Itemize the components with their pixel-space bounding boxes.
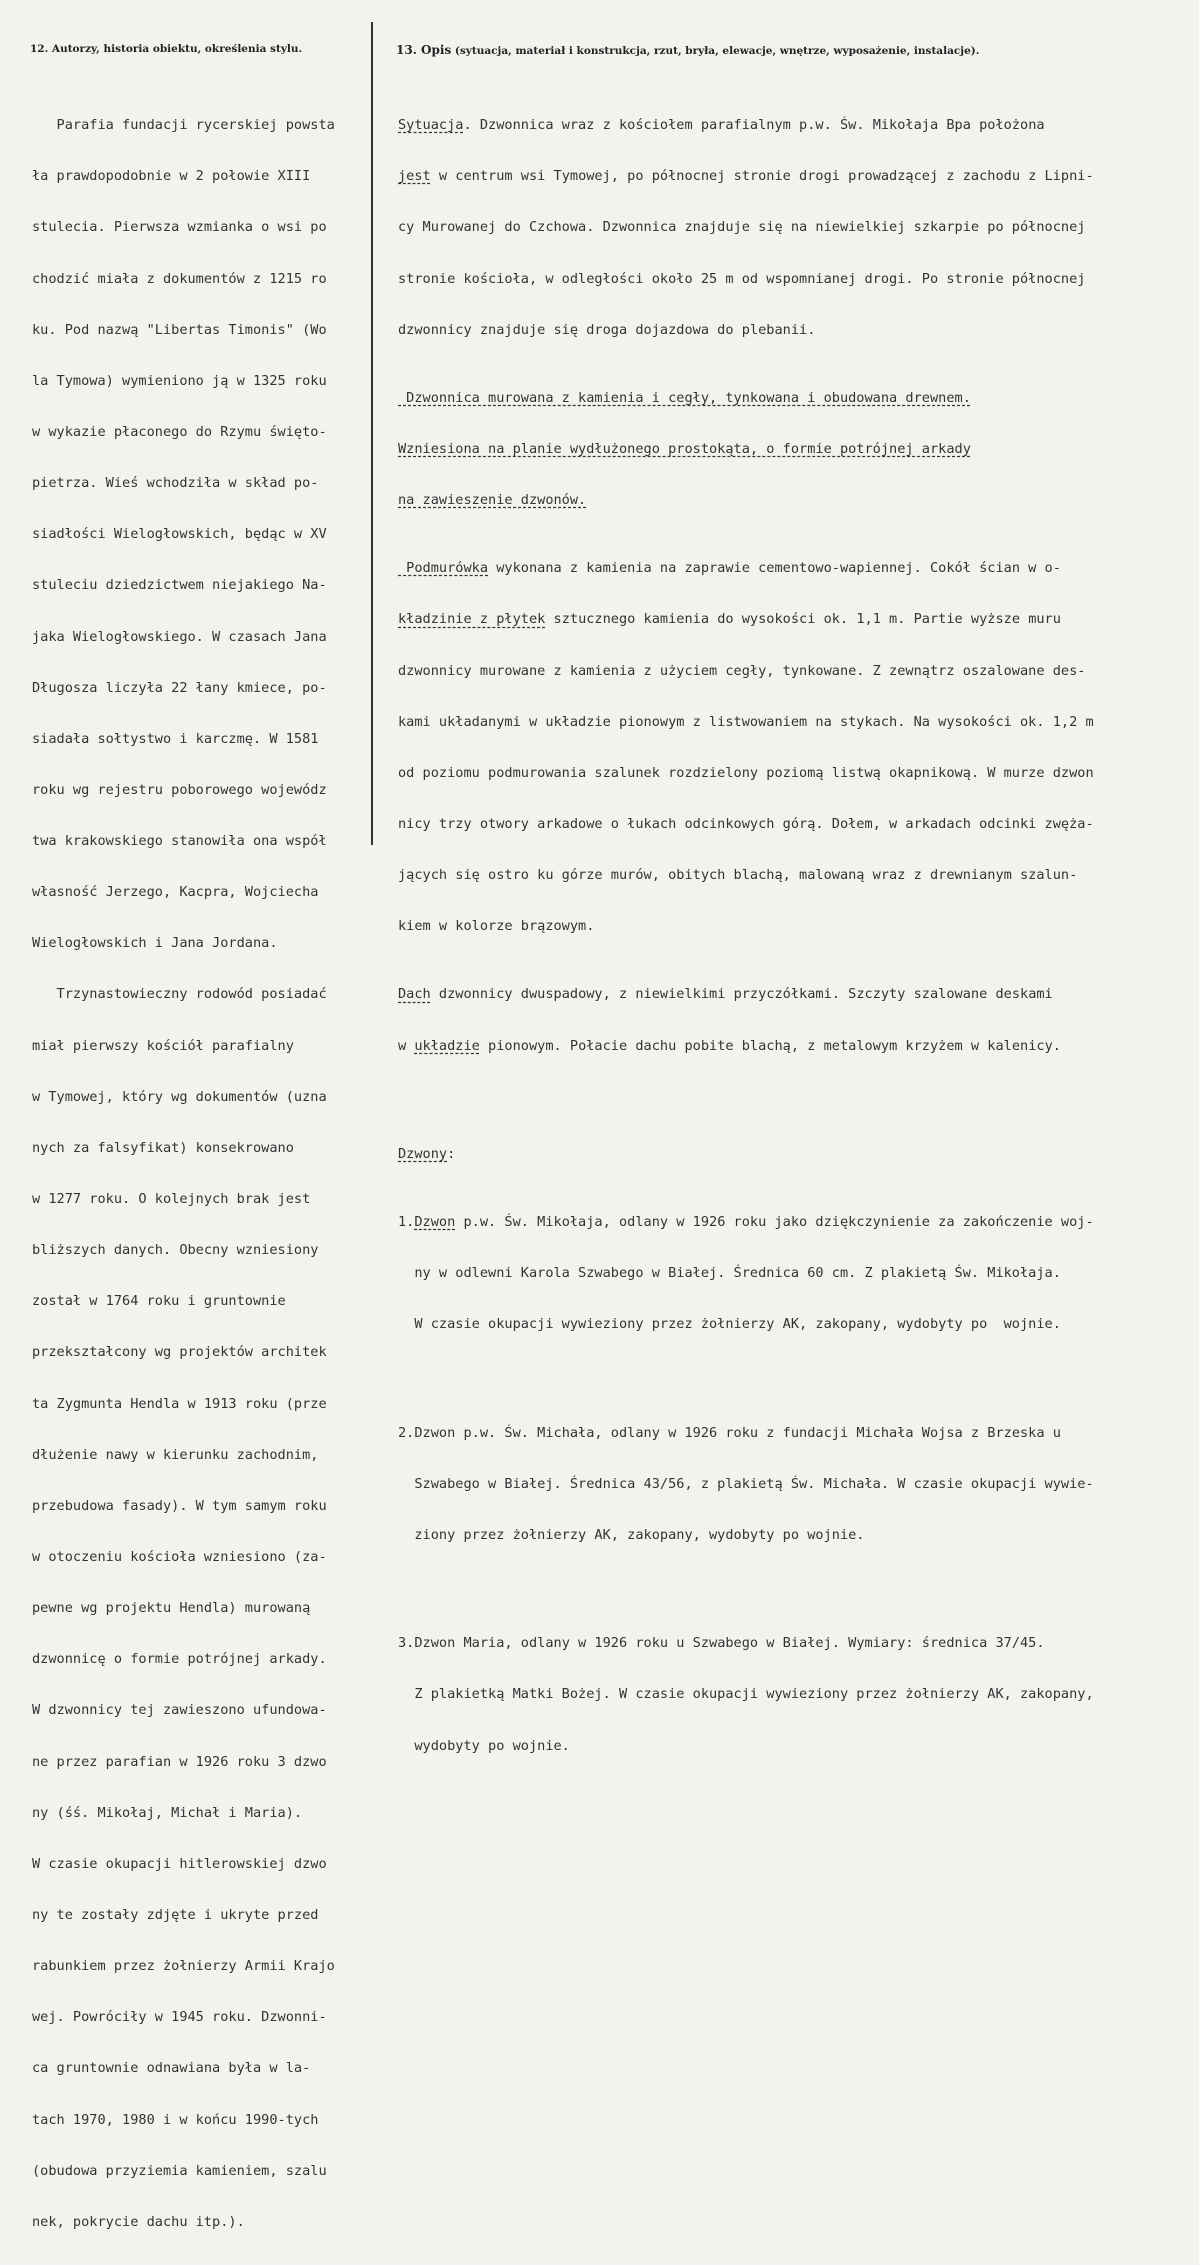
podmurowka-line: nicy trzy otwory arkadowe o łukach odcinkowych górą. Dołem, w arkadach odcinki zwęża- xyxy=(398,816,1094,833)
history-line: dzwonnicę o formie potrójnej arkady. xyxy=(32,1651,327,1668)
history-line: nek, pokrycie dachu itp.). xyxy=(32,2213,245,2230)
history-line: Długosza liczyła 22 łany kmiece, po- xyxy=(32,679,327,696)
history-line: pewne wg projektu Hendla) murowaną xyxy=(32,1600,311,1617)
history-line: (obudowa przyziemia kamieniem, szalu xyxy=(32,2162,327,2179)
section-12-header: 12. Autorzy, historia obiektu, określenia stylu. xyxy=(30,43,303,55)
history-line: wej. Powróciły w 1945 roku. Dzwonni- xyxy=(32,2009,327,2026)
history-line: bliższych danych. Obecny wzniesiony xyxy=(32,1242,319,1259)
history-line: la Tymowa) wymieniono ją w 1325 roku xyxy=(32,372,327,389)
description-text xyxy=(398,83,1178,1789)
history-line: stulecia. Pierwsza wzmianka o wsi po xyxy=(32,219,327,236)
podmurowka-line: kładzinie z płytek sztucznego kamienia do wysokości ok. 1,1 m. Partie wyższe muru xyxy=(398,611,1061,628)
history-line: ny (śś. Mikołaj, Michał i Maria). xyxy=(32,1804,303,1821)
bryla-line: na zawieszenie dzwonów. xyxy=(398,492,587,509)
sytuacja-heading: Sytuacja xyxy=(398,117,464,134)
section-13-header xyxy=(396,43,979,57)
podmurowka-line: kami układanymi w układzie pionowym z listwowaniem na stykach. Na wysokości ok. 1,2 m xyxy=(398,713,1094,730)
podmurowka-line: dzwonnicy murowane z kamienia z użyciem cegły, tynkowane. Z zewnątrz oszalowane des- xyxy=(398,662,1086,679)
bell-item-line: wydobyty po wojnie. xyxy=(398,1737,570,1754)
sytuacja-line: stronie kościoła, w odległości około 25 m od wspomnianej drogi. Po stronie północnej xyxy=(398,270,1086,287)
dach-heading: Dach xyxy=(398,986,431,1003)
history-line: chodzić miała z dokumentów z 1215 ro xyxy=(32,270,327,287)
history-line: przekształcony wg projektów architek xyxy=(32,1344,327,1361)
bell-item-line: ziony przez żołnierzy AK, zakopany, wydobyty po wojnie. xyxy=(398,1526,865,1543)
history-line: tach 1970, 1980 i w końcu 1990-tych xyxy=(32,2111,319,2128)
bell-item-line: Z plakietką Matki Bożej. W czasie okupacji wywieziony przez żołnierzy AK, zakopany, xyxy=(398,1686,1094,1703)
section-13-number: 13. Opis xyxy=(396,43,452,57)
history-line: Parafia fundacji rycerskiej powsta xyxy=(32,117,335,134)
history-line: twa krakowskiego stanowiła ona współ xyxy=(32,833,327,850)
history-line: przebudowa fasady). W tym samym roku xyxy=(32,1497,327,1514)
sytuacja-line: dzwonnicy znajduje się droga dojazdowa do plebanii. xyxy=(398,321,816,338)
history-line: W czasie okupacji hitlerowskiej dzwo xyxy=(32,1855,327,1872)
history-line: roku wg rejestru poborowego wojewódz xyxy=(32,781,327,798)
history-line: ła prawdopodobnie w 2 połowie XIII xyxy=(32,168,311,185)
history-line: nych za falsyfikat) konsekrowano xyxy=(32,1139,294,1156)
bryla-line: Dzwonnica murowana z kamienia i cegły, tynkowana i obudowana drewnem. xyxy=(398,389,971,406)
sytuacja-line: Sytuacja. Dzwonnica wraz z kościołem parafialnym p.w. Św. Mikołaja Bpa położona xyxy=(398,117,1045,134)
bell-item-line: ny w odlewni Karola Szwabego w Białej. Średnica 60 cm. Z plakietą Św. Mikołaja. xyxy=(398,1265,1061,1282)
history-line: rabunkiem przez żołnierzy Armii Krajo xyxy=(32,1958,335,1975)
podmurowka-heading: Podmurówka xyxy=(398,560,489,577)
history-line: Wielogłowskich i Jana Jordana. xyxy=(32,935,278,952)
history-line: w 1277 roku. O kolejnych brak jest xyxy=(32,1191,311,1208)
history-line: miał pierwszy kościół parafialny xyxy=(32,1037,294,1054)
history-line: w otoczeniu kościoła wzniesiono (za- xyxy=(32,1549,327,1566)
section-13-subtitle: (sytuacja, materiał i konstrukcja, rzut, bryła, elewacje, wnętrze, wyposażenie, instalacje). xyxy=(451,45,980,57)
history-line: został w 1764 roku i gruntownie xyxy=(32,1293,286,1310)
history-line: W dzwonnicy tej zawieszono ufundowa- xyxy=(32,1702,327,1719)
history-line: w wykazie płaconego do Rzymu święto- xyxy=(32,423,327,440)
history-line: ca gruntownie odnawiana była w la- xyxy=(32,2060,311,2077)
history-line: w Tymowej, który wg dokumentów (uzna xyxy=(32,1088,327,1105)
dach-line: w układzie pionowym. Połacie dachu pobite blachą, z metalowym krzyżem w kalenicy. xyxy=(398,1037,1061,1054)
history-text xyxy=(32,83,368,2265)
history-line: własność Jerzego, Kacpra, Wojciecha xyxy=(32,884,319,901)
history-line: Trzynastowieczny rodowód posiadać xyxy=(32,986,327,1003)
dach-line: Dach dzwonnicy dwuspadowy, z niewielkimi przyczółkami. Szczyty szalowane deskami xyxy=(398,986,1053,1003)
bell-item: 2.Dzwon p.w. Św. Michała, odlany w 1926 roku z fundacji Michała Wojsa z Brzeska u xyxy=(398,1424,1061,1441)
bryla-line: Wzniesiona na planie wydłużonego prostokąta, o formie potrójnej arkady xyxy=(398,440,971,457)
bell-item-line: W czasie okupacji wywieziony przez żołnierzy AK, zakopany, wydobyty po wojnie. xyxy=(398,1316,1061,1333)
sytuacja-line: cy Murowanej do Czchowa. Dzwonnica znajduje się na niewielkiej szkarpie po północnej xyxy=(398,219,1086,236)
history-line: ny te zostały zdjęte i ukryte przed xyxy=(32,1907,319,1924)
sytuacja-line: jest w centrum wsi Tymowej, po północnej stronie drogi prowadzącej z zachodu z Lipni- xyxy=(398,168,1094,185)
history-line: jaka Wielogłowskiego. W czasach Jana xyxy=(32,628,327,645)
podmurowka-line: kiem w kolorze brązowym. xyxy=(398,918,595,935)
history-line: pietrza. Wieś wchodziła w skład po- xyxy=(32,475,319,492)
history-line: ku. Pod nazwą "Libertas Timonis" (Wo xyxy=(32,321,327,338)
history-line: ne przez parafian w 1926 roku 3 dzwo xyxy=(32,1753,327,1770)
history-line: siadała sołtystwo i karczmę. W 1581 xyxy=(32,730,319,747)
dzwony-heading: Dzwony: xyxy=(398,1145,456,1162)
podmurowka-line: jących się ostro ku górze murów, obitych blachą, malowaną wraz z drewnianym szalun- xyxy=(398,867,1078,884)
podmurowka-line: od poziomu podmurowania szalunek rozdzielony poziomą listwą okapnikową. W murze dzwon xyxy=(398,764,1094,781)
history-line: dłużenie nawy w kierunku zachodnim, xyxy=(32,1446,319,1463)
bell-item: 1.Dzwon p.w. Św. Mikołaja, odlany w 1926 roku jako dziękczynienie za zakończenie woj- xyxy=(398,1214,1094,1231)
history-line: siadłości Wielogłowskich, będąc w XV xyxy=(32,526,327,543)
podmurowka-line: Podmurówka wykonana z kamienia na zaprawie cementowo-wapiennej. Cokół ścian w o- xyxy=(398,560,1061,577)
history-line: ta Zygmunta Hendla w 1913 roku (prze xyxy=(32,1395,327,1412)
bell-item-line: Szwabego w Białej. Średnica 43/56, z plakietą Św. Michała. W czasie okupacji wywie- xyxy=(398,1475,1094,1492)
bell-item: 3.Dzwon Maria, odlany w 1926 roku u Szwabego w Białej. Wymiary: średnica 37/45. xyxy=(398,1635,1045,1652)
history-line: stuleciu dziedzictwem niejakiego Na- xyxy=(32,577,327,594)
column-divider xyxy=(371,22,373,845)
